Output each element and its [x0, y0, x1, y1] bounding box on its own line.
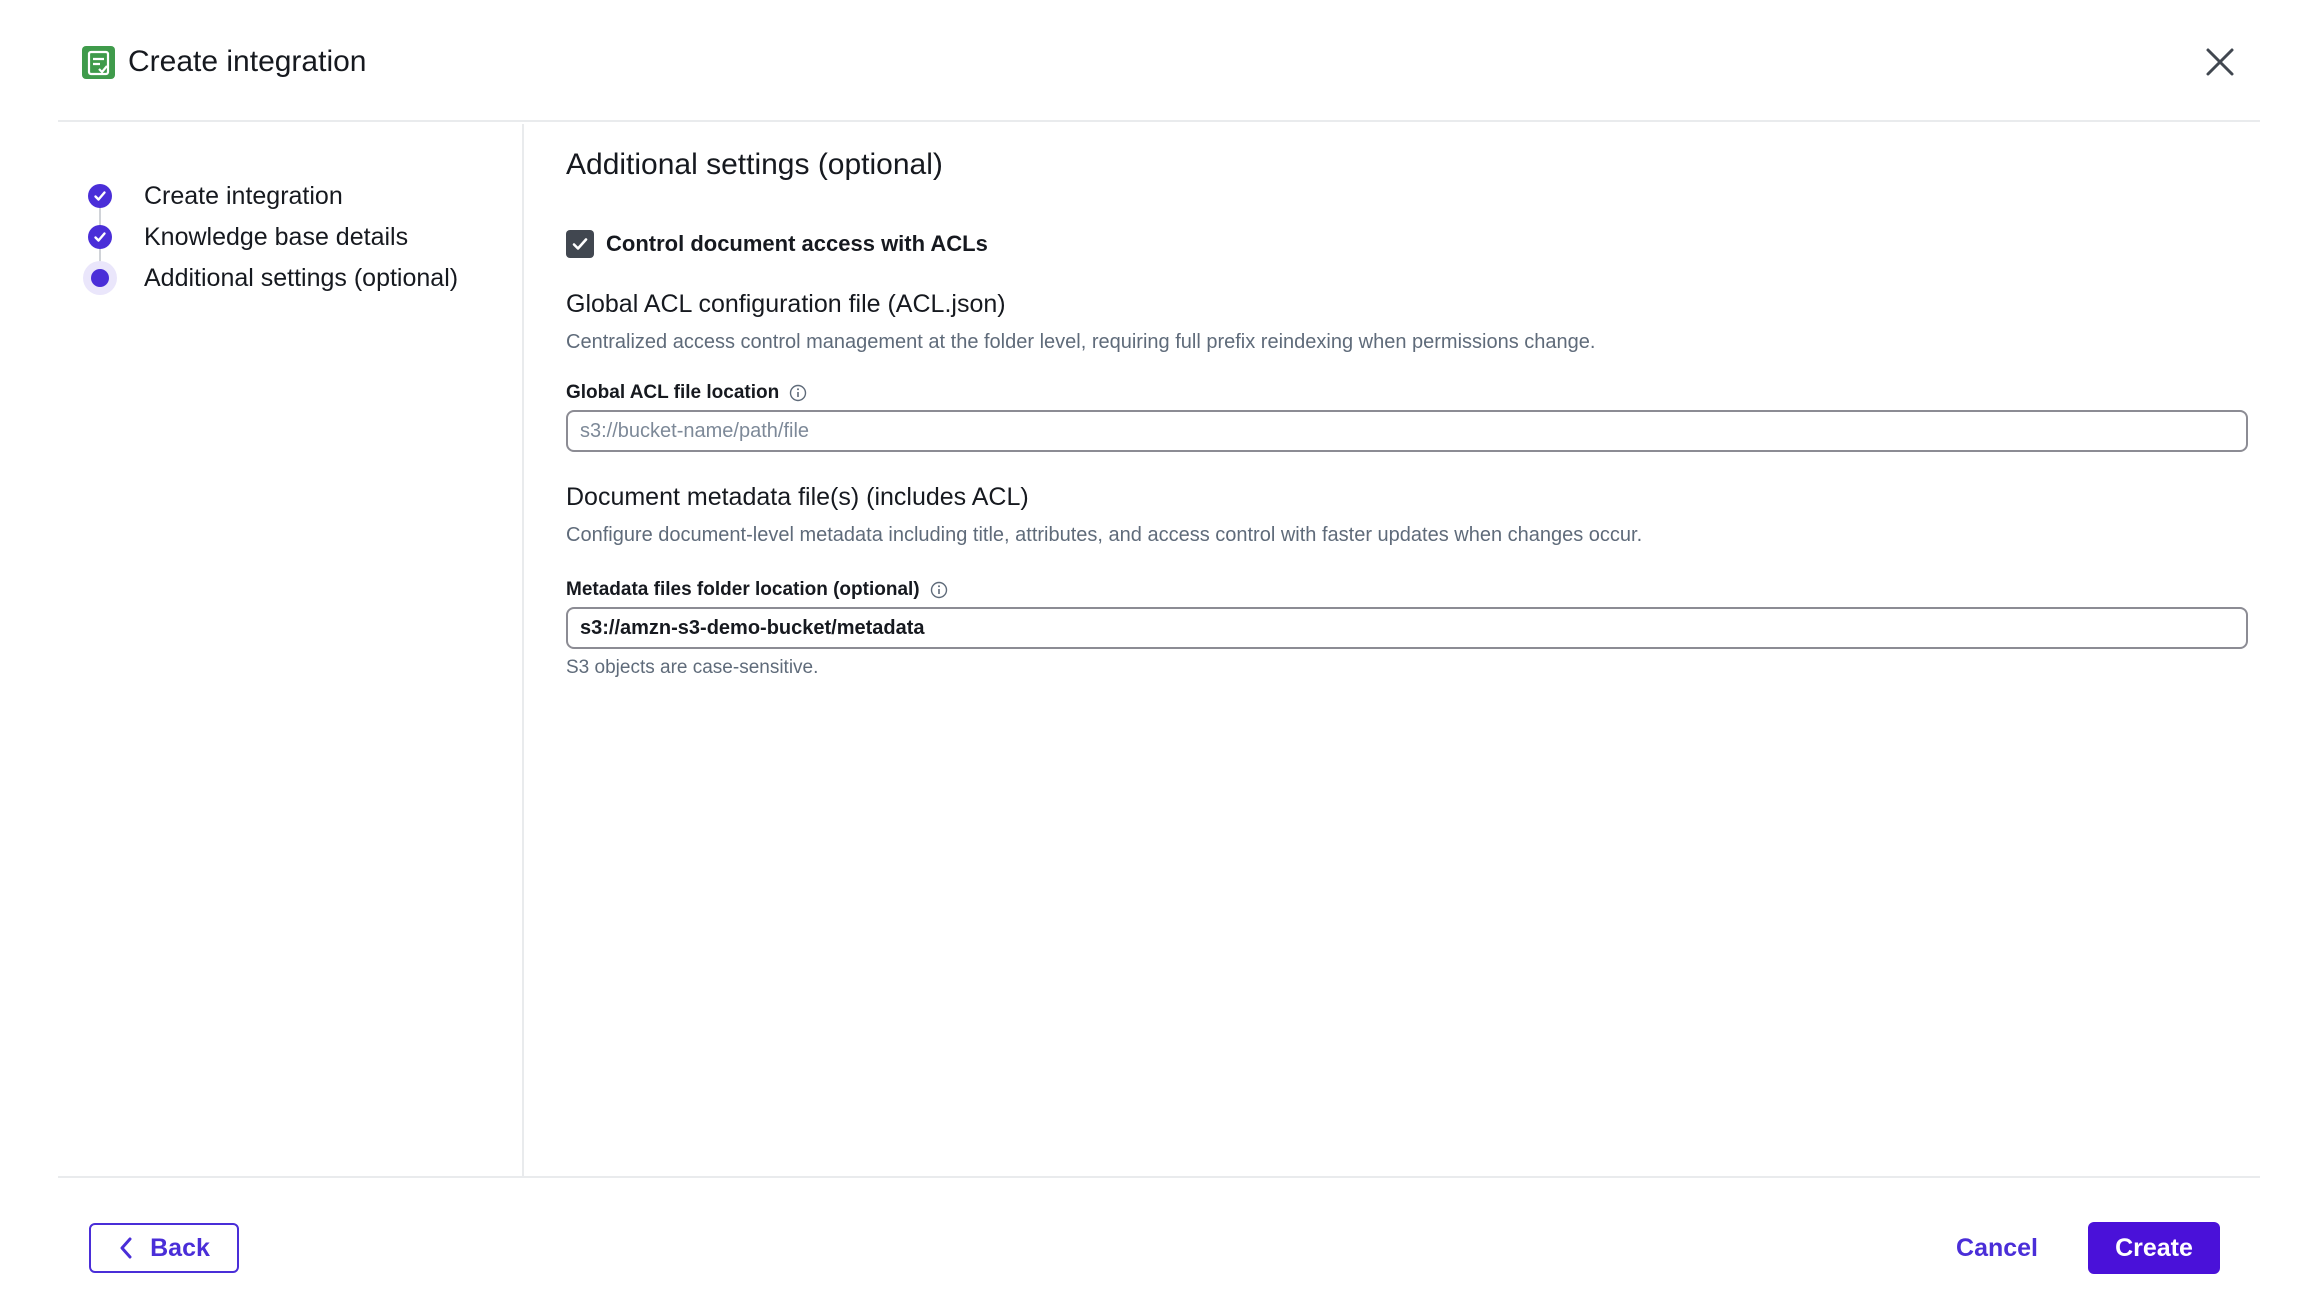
steps-sidebar	[58, 124, 524, 1176]
step-label: Create integration	[144, 182, 343, 210]
modal-footer	[58, 1176, 2260, 1306]
metadata-hint: S3 objects are case-sensitive.	[566, 657, 819, 678]
check-icon	[88, 225, 112, 249]
acl-checkbox[interactable]	[566, 230, 594, 258]
global-acl-field-label	[566, 381, 807, 405]
cancel-button[interactable]: Cancel	[1956, 1233, 2038, 1262]
create-button[interactable]: Create	[2088, 1222, 2220, 1274]
metadata-description: Configure document-level metadata including title, attributes, and access control with faster updates when changes occur.	[566, 524, 1643, 546]
check-icon	[88, 184, 112, 208]
metadata-field-label	[566, 578, 948, 602]
acl-checkbox-label: Control document access with ACLs	[606, 231, 988, 256]
step-label: Additional settings (optional)	[144, 264, 459, 292]
chevron-left-icon	[118, 1236, 134, 1260]
main-content	[566, 124, 2248, 1176]
global-acl-description: Centralized access control management at the folder level, requiring full prefix reindexing when permissions change.	[566, 331, 1596, 353]
metadata-folder-location-input[interactable]	[566, 607, 2248, 649]
step-label: Knowledge base details	[144, 223, 409, 251]
modal-header	[58, 0, 2260, 122]
global-acl-field-label-text: Global ACL file location	[566, 382, 780, 403]
info-icon[interactable]	[789, 384, 807, 402]
global-acl-file-location-input[interactable]	[566, 410, 2248, 452]
back-button[interactable]	[89, 1223, 239, 1273]
step-additional-settings[interactable]	[88, 258, 458, 298]
section-title: Additional settings (optional)	[566, 148, 943, 181]
close-button[interactable]	[2200, 42, 2240, 82]
app-icon	[82, 46, 115, 79]
global-acl-heading: Global ACL configuration file (ACL.json)	[566, 290, 1006, 318]
acl-checkbox-row[interactable]	[566, 230, 988, 258]
checkmark-icon	[570, 234, 590, 254]
step-knowledge-base-details[interactable]	[88, 217, 408, 257]
current-step-icon	[83, 261, 117, 295]
step-create-integration[interactable]	[88, 176, 343, 216]
metadata-field-label-text: Metadata files folder location (optional)	[566, 579, 920, 600]
modal-title: Create integration	[128, 45, 367, 78]
back-button-label: Back	[150, 1233, 210, 1262]
info-icon[interactable]	[930, 581, 948, 599]
close-icon	[2200, 42, 2240, 82]
metadata-heading: Document metadata file(s) (includes ACL)	[566, 483, 1029, 511]
